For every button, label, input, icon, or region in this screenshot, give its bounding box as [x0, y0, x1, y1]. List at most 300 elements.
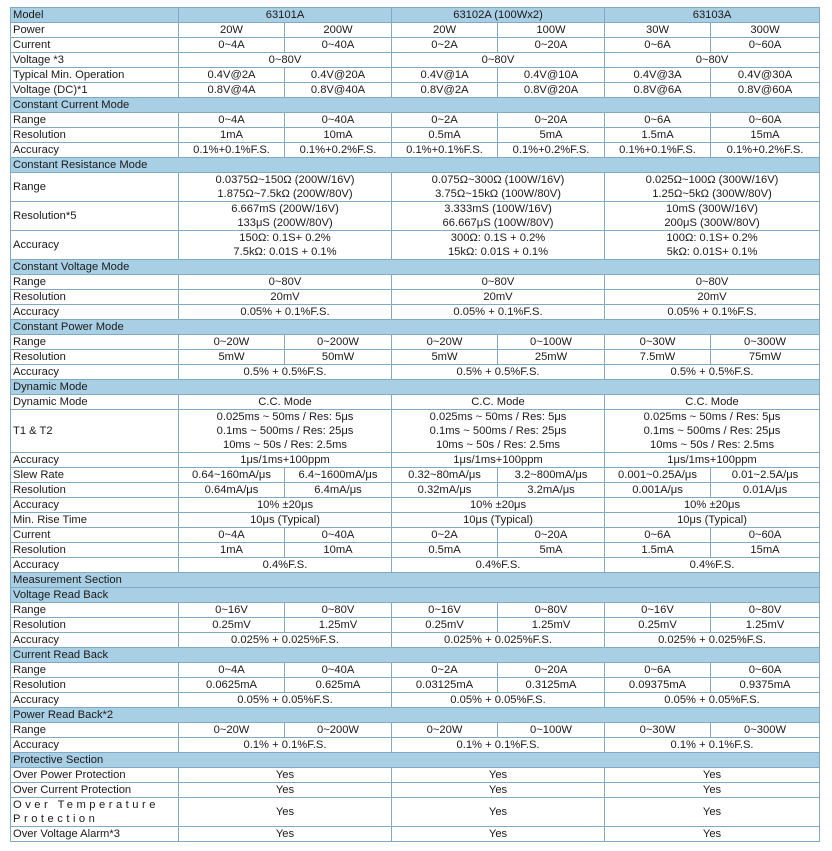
spec-value: 0.8V@40A: [285, 83, 392, 98]
spec-value: 0~100W: [498, 335, 605, 350]
spec-value: 0.1%+0.2%F.S.: [498, 143, 605, 158]
spec-row: [11, 173, 820, 202]
row-label: Power: [11, 23, 179, 38]
spec-value: 0.3125mA: [498, 678, 605, 693]
section-row: [11, 98, 820, 113]
spec-row: [11, 23, 820, 38]
spec-value: 0.4V@3A: [605, 68, 711, 83]
row-label: Over Voltage Alarm*3: [11, 827, 179, 842]
spec-row: [11, 827, 820, 842]
spec-value: 0.05% + 0.1%F.S.: [392, 305, 605, 320]
spec-value: 20mV: [605, 290, 820, 305]
spec-value: 0.8V@4A: [179, 83, 285, 98]
spec-value: 0~6A: [605, 113, 711, 128]
spec-value: 0~4A: [179, 663, 285, 678]
spec-value: 0.64mA/μs: [179, 483, 285, 498]
spec-value-line: 100Ω: 0.1S+ 0.2%: [666, 232, 758, 244]
spec-value: 6.4mA/μs: [285, 483, 392, 498]
spec-value-line: 0.025ms ~ 50ms / Res: 5μs: [216, 411, 354, 423]
spec-value: 5mW: [179, 350, 285, 365]
spec-row: [11, 558, 820, 573]
spec-value: Yes: [179, 827, 392, 842]
spec-row: [11, 113, 820, 128]
spec-value: 10mA: [285, 543, 392, 558]
spec-value: 0.4%F.S.: [179, 558, 392, 573]
spec-value-line: 10ms ~ 50s / Res: 2.5ms: [222, 439, 348, 451]
spec-value-line: 200μS (300W/80V): [664, 217, 760, 229]
spec-value: 0~60A: [711, 113, 820, 128]
spec-row: [11, 603, 820, 618]
spec-value: 0~80V: [711, 603, 820, 618]
row-label: Accuracy: [11, 365, 179, 380]
section-title: Power Read Back*2: [11, 708, 820, 723]
spec-value: 0.09375mA: [605, 678, 711, 693]
spec-value: Yes: [605, 768, 820, 783]
spec-value: 30W: [605, 23, 711, 38]
spec-value: 0~200W: [285, 335, 392, 350]
row-label: Accuracy: [11, 305, 179, 320]
spec-value: 0~6A: [605, 38, 711, 53]
spec-value: 0~300W: [711, 723, 820, 738]
spec-value-line: 0.1ms ~ 500ms / Res: 25μs: [216, 425, 354, 437]
spec-row: [11, 128, 820, 143]
spec-value: Yes: [392, 768, 605, 783]
row-label: Resolution*5: [11, 202, 179, 231]
spec-value: 0.5mA: [392, 543, 498, 558]
spec-value: Yes: [179, 798, 392, 827]
spec-value: 0.1%+0.2%F.S.: [285, 143, 392, 158]
spec-value: 0.05% + 0.1%F.S.: [179, 305, 392, 320]
spec-value: 50mW: [285, 350, 392, 365]
spec-value: 0.01A/μs: [711, 483, 820, 498]
row-label: Resolution: [11, 678, 179, 693]
spec-value: 5mA: [498, 543, 605, 558]
spec-value: 15mA: [711, 543, 820, 558]
section-row: [11, 708, 820, 723]
spec-value: 1.25mV: [711, 618, 820, 633]
row-label: Range: [11, 603, 179, 618]
spec-value: 0.1% + 0.1%F.S.: [392, 738, 605, 753]
header-row: [11, 8, 820, 23]
spec-value: 0~60A: [711, 528, 820, 543]
spec-value: 0.05% + 0.05%F.S.: [392, 693, 605, 708]
row-label: Accuracy: [11, 558, 179, 573]
spec-value: 0.4%F.S.: [392, 558, 605, 573]
spec-value: 0.4V@1A: [392, 68, 498, 83]
row-label: Range: [11, 275, 179, 290]
spec-value-multiline: [179, 202, 392, 231]
spec-row: [11, 618, 820, 633]
spec-value: 0.8V@2A: [392, 83, 498, 98]
spec-row: [11, 38, 820, 53]
spec-value: 5mW: [392, 350, 498, 365]
spec-value: 0.0625mA: [179, 678, 285, 693]
spec-value: 0~16V: [392, 603, 498, 618]
spec-value: 200W: [285, 23, 392, 38]
row-label: Range: [11, 663, 179, 678]
section-title: Current Read Back: [11, 648, 820, 663]
spec-value-multiline: [605, 231, 820, 260]
spec-value-line: 0.1ms ~ 500ms / Res: 25μs: [643, 425, 781, 437]
spec-row: [11, 663, 820, 678]
spec-value-line: 10ms ~ 50s / Res: 2.5ms: [650, 439, 775, 451]
spec-value: 0.1%+0.1%F.S.: [605, 143, 711, 158]
spec-value-multiline: [605, 173, 820, 202]
spec-value: 0.8V@20A: [498, 83, 605, 98]
spec-value: 0~16V: [179, 603, 285, 618]
spec-value: 10μs (Typical): [179, 513, 392, 528]
row-label: Accuracy: [11, 693, 179, 708]
spec-value: 75mW: [711, 350, 820, 365]
spec-row: [11, 202, 820, 231]
spec-value: 0~4A: [179, 113, 285, 128]
spec-row: [11, 468, 820, 483]
spec-value: 1μs/1ms+100ppm: [179, 453, 392, 468]
row-label: Voltage *3: [11, 53, 179, 68]
row-label: Slew Rate: [11, 468, 179, 483]
spec-value: 0~100W: [498, 723, 605, 738]
row-label: Current: [11, 38, 179, 53]
spec-value: 0.25mV: [392, 618, 498, 633]
spec-value: 0.5mA: [392, 128, 498, 143]
section-title: Measurement Section: [11, 573, 820, 588]
section-row: [11, 753, 820, 768]
spec-value: 5mA: [498, 128, 605, 143]
row-label: Accuracy: [11, 498, 179, 513]
spec-value: 0.8V@60A: [711, 83, 820, 98]
spec-value: 0~20W: [179, 723, 285, 738]
spec-value-line: 66.667μS (100W/80V): [442, 217, 554, 229]
spec-row: [11, 693, 820, 708]
spec-value: 0~40A: [285, 113, 392, 128]
spec-value: 1.5mA: [605, 128, 711, 143]
spec-value: 0.1%+0.1%F.S.: [179, 143, 285, 158]
spec-value: 0.4V@30A: [711, 68, 820, 83]
row-label: Resolution: [11, 128, 179, 143]
spec-value: Yes: [179, 768, 392, 783]
spec-value-line: 3.75Ω~15kΩ (100W/80V): [435, 188, 561, 200]
spec-value: 0~80V: [179, 53, 392, 68]
spec-value: 20mV: [392, 290, 605, 305]
spec-table: [10, 7, 820, 842]
model-63102a: 63102A (100Wx2): [392, 8, 605, 23]
spec-value: 0.4V@20A: [285, 68, 392, 83]
spec-value: Yes: [392, 827, 605, 842]
spec-value: 0.5% + 0.5%F.S.: [392, 365, 605, 380]
spec-row: [11, 83, 820, 98]
spec-value: 0.625mA: [285, 678, 392, 693]
spec-value: 0.5% + 0.5%F.S.: [605, 365, 820, 380]
spec-value-line: 1.875Ω~7.5kΩ (200W/80V): [217, 188, 353, 200]
spec-row: [11, 633, 820, 648]
spec-value: 0~80V: [392, 275, 605, 290]
spec-value: 0.05% + 0.05%F.S.: [179, 693, 392, 708]
spec-value: 0.4V@2A: [179, 68, 285, 83]
spec-row: [11, 290, 820, 305]
section-row: [11, 320, 820, 335]
spec-value: 0~20W: [392, 723, 498, 738]
spec-value: 0~80V: [605, 275, 820, 290]
spec-value: 1.25mV: [498, 618, 605, 633]
spec-value: 0~4A: [179, 38, 285, 53]
spec-value: 1.25mV: [285, 618, 392, 633]
spec-row: [11, 395, 820, 410]
row-label: Accuracy: [11, 633, 179, 648]
spec-value-multiline: [179, 231, 392, 260]
spec-value: 0~30W: [605, 335, 711, 350]
spec-value: 0~60A: [711, 38, 820, 53]
spec-value: 0~2A: [392, 663, 498, 678]
spec-value: 300W: [711, 23, 820, 38]
spec-row: [11, 350, 820, 365]
spec-row: [11, 528, 820, 543]
spec-row: [11, 231, 820, 260]
spec-value: 0~6A: [605, 528, 711, 543]
spec-value: 0.25mV: [605, 618, 711, 633]
section-title: Dynamic Mode: [11, 380, 820, 395]
spec-value: 10% ±20μs: [605, 498, 820, 513]
row-label: Resolution: [11, 618, 179, 633]
spec-value: 0.9375mA: [711, 678, 820, 693]
section-row: [11, 648, 820, 663]
spec-value: 0~20A: [498, 38, 605, 53]
spec-value: Yes: [605, 827, 820, 842]
spec-value: 0.5% + 0.5%F.S.: [179, 365, 392, 380]
spec-value: 0~300W: [711, 335, 820, 350]
spec-value: 0~80V: [392, 53, 605, 68]
spec-value-line: 0.025Ω~100Ω (300W/16V): [645, 174, 779, 186]
spec-row: [11, 335, 820, 350]
spec-value: 0.32~80mA/μs: [392, 468, 498, 483]
spec-value-line: 0.1ms ~ 500ms / Res: 25μs: [429, 425, 567, 437]
spec-value: 0~20A: [498, 663, 605, 678]
spec-value: 20W: [392, 23, 498, 38]
spec-row: [11, 365, 820, 380]
spec-value: 0~80V: [498, 603, 605, 618]
spec-value: 0~20A: [498, 113, 605, 128]
section-title: Voltage Read Back: [11, 588, 820, 603]
spec-value: 0~40A: [285, 38, 392, 53]
row-label: Resolution: [11, 350, 179, 365]
spec-value: Yes: [392, 798, 605, 827]
row-label: Voltage (DC)*1: [11, 83, 179, 98]
row-label: Range: [11, 173, 179, 202]
row-label: Resolution: [11, 290, 179, 305]
row-label: Dynamic Mode: [11, 395, 179, 410]
spec-value: 0.1%+0.1%F.S.: [392, 143, 498, 158]
spec-value: 10μs (Typical): [605, 513, 820, 528]
spec-value: 0.001~0.25A/μs: [605, 468, 711, 483]
spec-value-line: 133μS (200W/80V): [237, 217, 333, 229]
spec-value: 0~16V: [605, 603, 711, 618]
spec-value: 1mA: [179, 543, 285, 558]
spec-value-line: 0.0375Ω~150Ω (200W/16V): [215, 174, 355, 186]
spec-value-multiline: [392, 231, 605, 260]
spec-value: 0~20W: [392, 335, 498, 350]
spec-value: 0.01~2.5A/μs: [711, 468, 820, 483]
spec-value-line: 0.025ms ~ 50ms / Res: 5μs: [643, 411, 781, 423]
spec-value-line: 6.667mS (200W/16V): [231, 203, 339, 215]
spec-value-line: 150Ω: 0.1S+ 0.2%: [239, 232, 331, 244]
spec-value: 0~4A: [179, 528, 285, 543]
row-label: Accuracy: [11, 143, 179, 158]
spec-value: 20W: [179, 23, 285, 38]
row-label: Accuracy: [11, 453, 179, 468]
section-row: [11, 260, 820, 275]
spec-row: [11, 498, 820, 513]
row-label: T1 & T2: [11, 410, 179, 453]
spec-value: 0~40A: [285, 663, 392, 678]
spec-value-line: 1.25Ω~5kΩ (300W/80V): [652, 188, 772, 200]
spec-row: [11, 275, 820, 290]
spec-value-line: 0.075Ω~300Ω (100W/16V): [431, 174, 565, 186]
spec-row: [11, 513, 820, 528]
spec-value-multiline: [392, 410, 605, 453]
spec-value: 0.025% + 0.025%F.S.: [179, 633, 392, 648]
row-label: Resolution: [11, 543, 179, 558]
spec-value: 0~2A: [392, 113, 498, 128]
spec-value: 0.001A/μs: [605, 483, 711, 498]
spec-value: 20mV: [179, 290, 392, 305]
spec-value: Yes: [605, 783, 820, 798]
spec-value: 0~80V: [179, 275, 392, 290]
spec-value: 10mA: [285, 128, 392, 143]
spec-table-body: [11, 8, 820, 842]
row-label: Range: [11, 113, 179, 128]
spec-value: 0~6A: [605, 663, 711, 678]
spec-value: 0~2A: [392, 38, 498, 53]
row-label: Over Temperature Protection: [11, 798, 179, 827]
row-label: Typical Min. Operation: [11, 68, 179, 83]
row-label: Range: [11, 335, 179, 350]
spec-value: 25mW: [498, 350, 605, 365]
spec-value: 0.64~160mA/μs: [179, 468, 285, 483]
row-label: Resolution: [11, 483, 179, 498]
spec-value: 0~40A: [285, 528, 392, 543]
spec-row: [11, 723, 820, 738]
spec-value-line: 300Ω: 0.1S + 0.2%: [450, 232, 546, 244]
spec-value: 0~80V: [285, 603, 392, 618]
spec-value: Yes: [179, 783, 392, 798]
spec-value: 0.4V@10A: [498, 68, 605, 83]
spec-value-multiline: [179, 173, 392, 202]
spec-value-line: 15kΩ: 0.01S + 0.1%: [447, 246, 549, 258]
spec-value-line: 3.333mS (100W/16V): [444, 203, 552, 215]
header-label: Model: [11, 8, 179, 23]
spec-value: 1mA: [179, 128, 285, 143]
spec-value-line: 7.5kΩ: 0.01S + 0.1%: [233, 246, 337, 258]
spec-value: C.C. Mode: [179, 395, 392, 410]
spec-value-line: 5kΩ: 0.01S+ 0.1%: [666, 246, 758, 258]
section-title: Constant Current Mode: [11, 98, 820, 113]
spec-row: [11, 783, 820, 798]
section-row: [11, 158, 820, 173]
spec-value: 15mA: [711, 128, 820, 143]
row-label: Min. Rise Time: [11, 513, 179, 528]
spec-row: [11, 68, 820, 83]
spec-value-multiline: [605, 410, 820, 453]
section-row: [11, 573, 820, 588]
spec-value: 0~200W: [285, 723, 392, 738]
row-label: Accuracy: [11, 738, 179, 753]
spec-row: [11, 453, 820, 468]
spec-value: 1μs/1ms+100ppm: [605, 453, 820, 468]
spec-value-line: 10ms ~ 50s / Res: 2.5ms: [435, 439, 561, 451]
section-row: [11, 380, 820, 395]
spec-value: Yes: [392, 783, 605, 798]
spec-value: 0.1%+0.2%F.S.: [711, 143, 820, 158]
spec-value: 10% ±20μs: [179, 498, 392, 513]
spec-value: 0.03125mA: [392, 678, 498, 693]
spec-value: 0.4%F.S.: [605, 558, 820, 573]
spec-value: 0.8V@6A: [605, 83, 711, 98]
spec-value: 3.2mA/μs: [498, 483, 605, 498]
spec-row: [11, 53, 820, 68]
section-title: Constant Voltage Mode: [11, 260, 820, 275]
spec-row: [11, 305, 820, 320]
section-title: Protective Section: [11, 753, 820, 768]
section-title: Constant Resistance Mode: [11, 158, 820, 173]
spec-value: 0.05% + 0.05%F.S.: [605, 693, 820, 708]
spec-value: 10% ±20μs: [392, 498, 605, 513]
spec-value: 0.32mA/μs: [392, 483, 498, 498]
spec-row: [11, 483, 820, 498]
spec-value: 3.2~800mA/μs: [498, 468, 605, 483]
spec-value: 0~2A: [392, 528, 498, 543]
spec-value: 0.025% + 0.025%F.S.: [605, 633, 820, 648]
spec-value: 0~30W: [605, 723, 711, 738]
row-label: Over Power Protection: [11, 768, 179, 783]
spec-row: [11, 798, 820, 827]
spec-value-multiline: [392, 202, 605, 231]
row-label: Over Current Protection: [11, 783, 179, 798]
spec-value: C.C. Mode: [392, 395, 605, 410]
spec-value: 1.5mA: [605, 543, 711, 558]
spec-value: Yes: [605, 798, 820, 827]
spec-row: [11, 410, 820, 453]
spec-row: [11, 678, 820, 693]
spec-value: 7.5mW: [605, 350, 711, 365]
spec-value-multiline: [605, 202, 820, 231]
spec-value-line: 10mS (300W/16V): [666, 203, 759, 215]
spec-value: 6.4~1600mA/μs: [285, 468, 392, 483]
spec-value: 0.1% + 0.1%F.S.: [605, 738, 820, 753]
section-row: [11, 588, 820, 603]
spec-value: 0.1% + 0.1%F.S.: [179, 738, 392, 753]
spec-value-multiline: [179, 410, 392, 453]
spec-value-multiline: [392, 173, 605, 202]
spec-value-line: 0.025ms ~ 50ms / Res: 5μs: [429, 411, 567, 423]
row-label: Accuracy: [11, 231, 179, 260]
spec-value: 10μs (Typical): [392, 513, 605, 528]
spec-value: 0.05% + 0.1%F.S.: [605, 305, 820, 320]
spec-value: 0.025% + 0.025%F.S.: [392, 633, 605, 648]
spec-value: C.C. Mode: [605, 395, 820, 410]
model-63103a: 63103A: [605, 8, 820, 23]
spec-value: 1μs/1ms+100ppm: [392, 453, 605, 468]
spec-value: 0.25mV: [179, 618, 285, 633]
spec-value: 0~60A: [711, 663, 820, 678]
section-title: Constant Power Mode: [11, 320, 820, 335]
spec-value: 0~20A: [498, 528, 605, 543]
spec-row: [11, 143, 820, 158]
spec-row: [11, 768, 820, 783]
row-label: Range: [11, 723, 179, 738]
row-label: Current: [11, 528, 179, 543]
spec-value: 0~80V: [605, 53, 820, 68]
spec-value: 100W: [498, 23, 605, 38]
spec-row: [11, 738, 820, 753]
